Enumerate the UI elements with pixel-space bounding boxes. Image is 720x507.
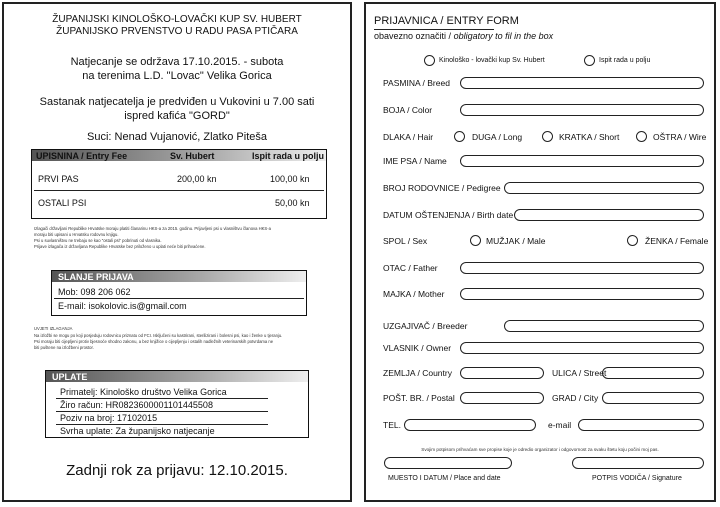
pedigree-field[interactable] [504,182,704,194]
fee-note-1: Izlagači državljani Republike Hrvatske moraju platiti članarinu HKS-a za 2015. godinu. Prijavljeni psi u vlasništvu članova HKS-a [34,226,271,231]
mother-label: MAJKA / Mother [383,289,445,299]
color-label: BOJA / Color [383,105,433,115]
breed-field[interactable] [460,77,704,89]
fee-row-first-label: PRVI PAS [38,174,79,184]
place-date-field[interactable] [384,457,512,469]
signature-label: POTPIS VODIČA / Signature [592,475,682,482]
judges: Suci: Nenad Vujanović, Zlatko Piteša [87,131,267,143]
option-ispit-label: Ispit rada u polju [599,57,651,64]
date-line-2: na terenima L.D. "Lovac" Velika Gorica [82,70,272,82]
sending-title: SLANJE PRIJAVA [58,272,134,282]
hair-label: DLAKA / Hair [383,132,434,142]
postal-label: POŠT. BR. / Postal [383,393,455,403]
breeder-field[interactable] [504,320,704,332]
fee-col-ispit: Ispit rada u polju [252,151,325,161]
conditions-title: UVJETI IZLAGANJA [34,326,73,331]
fee-col-entry: UPISNINA / Entry Fee [36,151,128,161]
fee-note-2: moraju biti upisani u Hrvatsku rodovnu knjigu. [34,232,119,237]
street-label: ULICA / Street [552,368,607,378]
fee-note-3: Psi u suvlasništvu ne trebaju se kao "ostali psi" pobrinuti od vlasnika. [34,238,162,243]
birth-date-label: DATUM OŠTENJENJA / Birth date [383,210,514,220]
breed-label: PASMINA / Breed [383,78,450,88]
date-line-1: Natjecanje se održava 17.10.2015. - subota [70,56,284,68]
father-field[interactable] [460,262,704,274]
payment-recipient: Primatelj: Kinološko društvo Velika Gorica [60,387,227,397]
option-hubert-radio[interactable] [424,55,435,66]
fee-col-hubert: Sv. Hubert [170,151,215,161]
hair-short-radio[interactable] [542,131,553,142]
postal-field[interactable] [460,392,544,404]
pedigree-label: BROJ RODOVNICE / Pedigree [383,183,501,193]
sex-label: SPOL / Sex [383,236,428,246]
birth-date-field[interactable] [514,209,704,221]
header-line-1: ŽUPANIJSKI KINOLOŠKO-LOVAČKI KUP SV. HUBERT [52,14,302,25]
declaration: Svojim potpisom prihvaćam sve propise koje je odredio organizator i odgovornost za svaku štetu koju počini moj pas. [421,447,659,452]
payment-reference: Poziv na broj: 17102015 [60,413,158,423]
form-subtitle-en: obligatory to fil in the box [453,31,554,41]
city-label: GRAD / City [552,393,599,403]
deadline: Zadnji rok za prijavu: 12.10.2015. [66,462,288,479]
country-label: ZEMLJA / Country [383,368,452,378]
fee-info-sheet [2,2,352,502]
city-field[interactable] [602,392,704,404]
sending-mobile: Mob: 098 206 062 [58,287,131,297]
fee-row-other-label: OSTALI PSI [38,198,87,208]
form-subtitle: obavezno označiti / [374,31,452,41]
color-field[interactable] [460,104,704,116]
fee-table [31,149,327,219]
hair-short-label: KRATKA / Short [559,132,620,142]
breeder-label: UZGAJIVAČ / Breeder [383,321,468,331]
place-date-label: MUESTO I DATUM / Place and date [388,475,501,482]
email-label: e-mail [548,420,572,430]
signature-field[interactable] [572,457,704,469]
meeting-line-2: ispred kafića "GORD" [124,110,230,122]
payment-purpose: Svrha uplate: Za županijsko natjecanje [60,426,215,436]
meeting-line-1: Sastanak natjecatelja je predviđen u Vukovini u 7.00 sati [39,96,315,108]
fee-row-first-hubert: 200,00 kn [177,174,217,184]
condition-2: Psi moraju biti cijepljeni protiv bjesnoće shodno zakonu, a bez knjižice o cijepljenju i ostalih nadležnih veterinarskih potvrdama ne [34,339,274,344]
option-ispit-radio[interactable] [584,55,595,66]
hair-long-label: DUGA / Long [472,132,523,142]
condition-3: biti puštene na izložbeni prostor. [34,345,94,350]
payment-title: UPLATE [52,372,88,382]
fee-note-4: Prijave izlagača iz državljana Republike Hrvatske bez priloženo u uplati neće biti prihvaćene. [34,244,206,249]
dog-name-field[interactable] [460,155,704,167]
form-title: PRIJAVNICA / ENTRY FORM [374,15,519,27]
hair-wire-label: OŠTRA / Wire [653,132,707,142]
fee-row-other-ispit: 50,00 kn [275,198,310,208]
payment-box [45,370,309,438]
owner-field[interactable] [460,342,704,354]
sex-male-label: MUŽJAK / Male [486,236,546,246]
fee-row-first-ispit: 100,00 kn [270,174,310,184]
entry-form-sheet [364,2,716,502]
sending-box [51,270,307,316]
street-field[interactable] [602,367,704,379]
country-field[interactable] [460,367,544,379]
hair-wire-radio[interactable] [636,131,647,142]
condition-1: Na izložbi se mogu po koji posjeduju rodovnicu priznatu od FCI. Isključeni su kastrirani, sterilizirani i bolesni psi, kao i ženke u tjeranju. [34,333,283,338]
header-line-2: ŽUPANIJSKO PRVENSTVO U RADU PASA PTIČARA [56,26,298,37]
sex-female-label: ŽENKA / Female [645,236,709,246]
mother-field[interactable] [460,288,704,300]
sending-email: E-mail: isokolovic.is@gmail.com [58,301,187,311]
tel-label: TEL. [383,420,401,430]
payment-account: Žiro račun: HR0823600001101445508 [60,400,213,410]
father-label: OTAC / Father [383,263,438,273]
sex-male-radio[interactable] [470,235,481,246]
sex-female-radio[interactable] [627,235,638,246]
tel-field[interactable] [404,419,536,431]
hair-long-radio[interactable] [454,131,465,142]
option-hubert-label: Kinološko - lovački kup Sv. Hubert [439,57,545,64]
owner-label: VLASNIK / Owner [383,343,452,353]
dog-name-label: IME PSA / Name [383,156,447,166]
email-field[interactable] [578,419,704,431]
